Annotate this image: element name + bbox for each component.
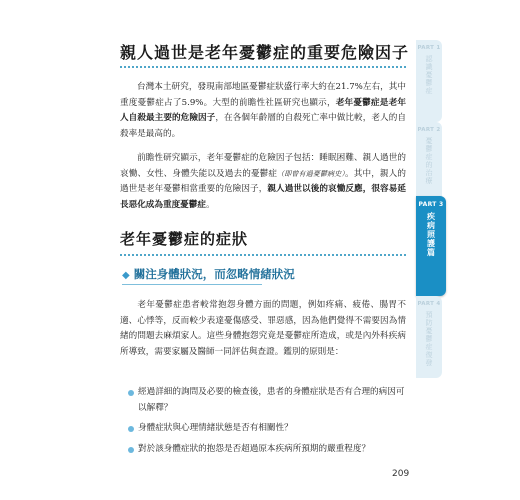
bold-highlight: 親人過世以後的哀慟反應，很容易延長惡化成為重度憂鬱症 <box>120 184 406 210</box>
tab-label: 憂鬱症的治療 <box>425 137 433 185</box>
tab-label: 認識憂鬱症 <box>425 55 433 95</box>
side-tab-part-2[interactable] <box>416 122 442 204</box>
paragraph-risk-factors <box>120 151 406 213</box>
paragraph-text: 台灣本土研究，發現南部地區憂鬱症狀盛行率大約在21.7%左右，其中重度憂鬱症占了5.9%。大型的前瞻性社區研究也顯示， <box>120 82 406 108</box>
page-number: 209 <box>392 469 410 479</box>
tab-part-label: PART 1 <box>417 45 441 51</box>
side-tab-part-1[interactable] <box>416 40 442 122</box>
list-item-text: 對於該身體症狀的抱怨是否超過原本疾病所預期的嚴重程度？ <box>138 443 371 454</box>
subheading <box>122 266 295 282</box>
list-item <box>128 442 406 458</box>
tab-part-label: PART 2 <box>417 127 441 133</box>
tab-label: 疾病照護篇 <box>426 212 436 257</box>
paragraph-symptoms <box>120 298 406 360</box>
paragraph-text: ，在各個年齡層的自殺死亡率中做比較，老人的自殺率是最高的。 <box>120 113 406 139</box>
side-tab-part-3-active[interactable] <box>416 196 446 296</box>
subheading-underline <box>122 284 262 285</box>
section-title-symptoms: 老年憂鬱症的症狀 <box>120 230 249 248</box>
list-item <box>128 385 406 416</box>
paragraph-prevalence <box>120 80 406 142</box>
diamond-icon: ◆ <box>122 270 130 281</box>
dotted-divider <box>120 66 406 68</box>
bullet-dot-icon <box>128 390 134 396</box>
section-title-risk-factor: 親人過世是老年憂鬱症的重要危險因子 <box>120 43 410 62</box>
tab-part-label: PART 3 <box>418 201 444 208</box>
subheading-text: 關注身體狀況，而忽略情緒狀況 <box>133 267 295 281</box>
paragraph-text: 。其中，親人的過世是老年憂鬱相當重要的危險因子， <box>120 168 406 194</box>
parenthetical-note: （即曾有過憂鬱病史） <box>277 169 346 178</box>
bullet-list <box>128 385 406 462</box>
paragraph-text: 前瞻性研究顯示，老年憂鬱症的危險因子包括：睡眠困難、親人過世的哀慟、女性、身體失能以及過去的憂鬱症 <box>120 153 406 179</box>
dotted-divider <box>120 254 406 256</box>
list-item-text: 身體症狀與心理情緒狀態是否有相關性？ <box>138 423 293 433</box>
list-item-text: 經過詳細的詢問及必要的檢查後，患者的身體症狀是否有合理的病因可以解釋？ <box>138 387 405 413</box>
bullet-dot-icon <box>128 426 134 432</box>
paragraph-text: 。 <box>205 199 215 210</box>
side-tab-part-4[interactable] <box>416 296 442 378</box>
list-item <box>128 421 406 437</box>
bullet-dot-icon <box>128 447 134 453</box>
paragraph-text: 老年憂鬱症患者較常抱怨身體方面的問題，例如疼痛、疲倦、腸胃不適、心悸等，反而較少表達憂傷感受、罪惡感，因為他們覺得不需要因為情緒的問題去麻煩家人。這些身體抱怨究竟是憂鬱症所造成，或是內外科疾病所導致，需要家屬及醫師一同評估與查證。鑑別的原則是： <box>120 300 406 357</box>
tab-part-label: PART 4 <box>417 301 441 307</box>
tab-label: 預防憂鬱症復發 <box>425 311 433 367</box>
bold-highlight: 老年憂鬱症是老年人自殺最主要的危險因子 <box>120 97 406 123</box>
